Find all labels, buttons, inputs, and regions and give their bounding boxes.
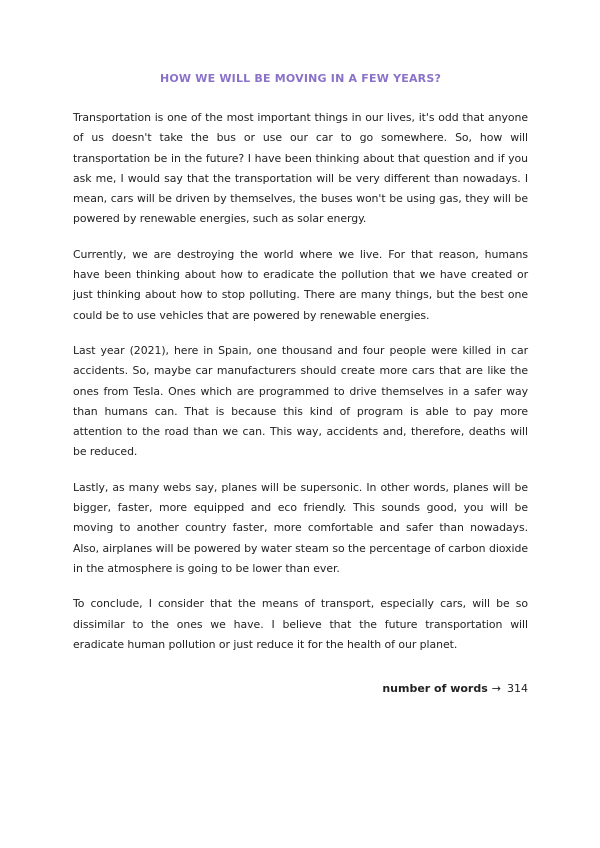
word-count-value: 314 <box>507 682 528 695</box>
paragraph-pollution: Currently, we are destroying the world where we live. For that reason, humans have been thinking about how to eradicate the pollution that we have created or just thinking about how to stop polluting. There are many things, but the best one could be to use vehicles that are powered by renewable energies. <box>73 247 528 322</box>
essay-title: HOW WE WILL BE MOVING IN A FEW YEARS? <box>159 72 442 85</box>
paragraph-introduction: Transportation is one of the most important things in our lives, it's odd that anyone of us doesn't take the bus or use our car to go somewhere. So, how will transportation be in the future? I have been thinking about that question and if you ask me, I would say that the transportation will be very different than nowadays. I mean, cars will be driven by themselves, the buses won't be using gas, they will be powered by renewable energies, such as solar energy. <box>73 111 528 226</box>
arrow-right-icon: → <box>491 682 501 695</box>
paragraph-conclusion: To conclude, I consider that the means of transport, especially cars, will be so dissimilar to the ones we have. I believe that the future transportation will eradicate human pollution or just reduce it for the health of our planet. <box>73 597 528 651</box>
essay-body <box>73 108 528 670</box>
word-count-label: number of words <box>382 682 488 695</box>
word-count <box>382 682 528 695</box>
paragraph-car-accidents: Last year (2021), here in Spain, one thousand and four people were killed in car accidents. So, maybe car manufacturers should create more cars that are like the ones from Tesla. Ones which are programmed to drive themselves in a safer way than humans can. That is because this kind of program is able to pay more attention to the road than we can. This way, accidents and, therefore, deaths will be reduced. <box>73 343 528 459</box>
paragraph-planes: Lastly, as many webs say, planes will be supersonic. In other words, planes will be bigger, faster, more equipped and eco friendly. This sounds good, you will be moving to another country faster, more comfortable and safer than nowadays. Also, airplanes will be powered by water steam so the percentage of carbon dioxide in the atmosphere is going to be lower than ever. <box>73 480 528 575</box>
